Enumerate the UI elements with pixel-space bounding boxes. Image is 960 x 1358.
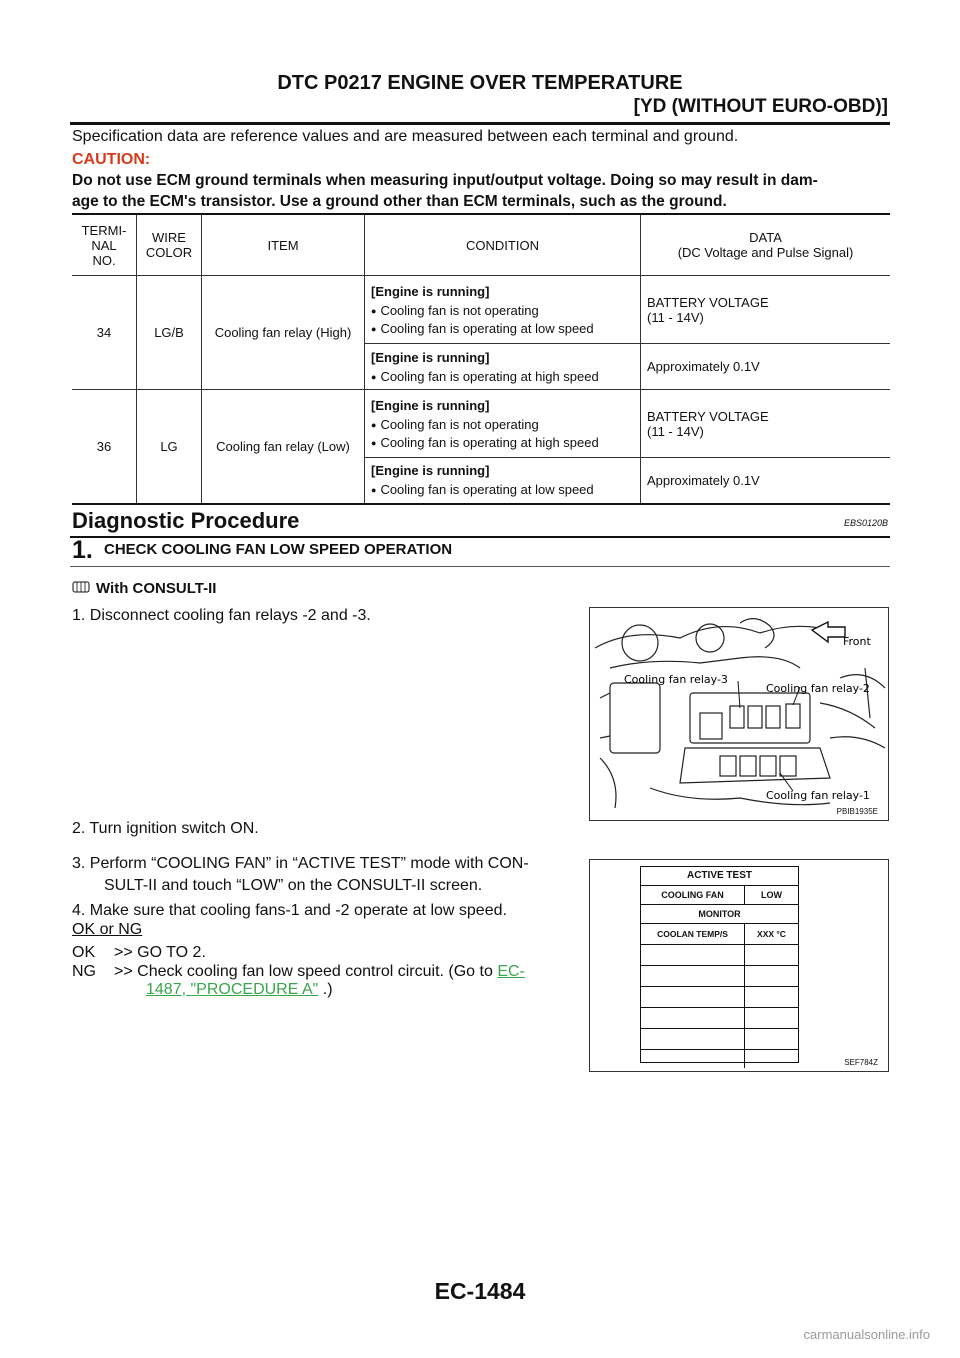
col-item: ITEM (202, 214, 365, 276)
figure-code: SEF784Z (844, 1058, 878, 1067)
item-cell: Cooling fan relay (Low) (202, 390, 365, 504)
ok-label: OK (72, 944, 96, 961)
step-number: 1. (72, 536, 93, 564)
low-button[interactable]: LOW (761, 890, 782, 900)
col-terminal: TERMI- NAL NO. (72, 214, 137, 276)
terminal-spec-table (72, 213, 890, 505)
consult-screen (640, 866, 799, 1063)
figure-code: PBIB1935E (836, 807, 878, 816)
step-title: CHECK COOLING FAN LOW SPEED OPERATION (104, 541, 453, 558)
coolant-temp-row (641, 924, 798, 945)
data-cell: BATTERY VOLTAGE (11 - 14V) (641, 276, 891, 344)
caution-text (72, 170, 892, 212)
page-title: DTC P0217 ENGINE OVER TEMPERATURE (277, 72, 683, 94)
col-condition: CONDITION (365, 214, 641, 276)
header-rule (70, 122, 890, 125)
procedure-a-link[interactable]: EC- (497, 963, 525, 980)
relay-1-label: Cooling fan relay-1 (766, 789, 870, 802)
empty-row (641, 1029, 798, 1050)
ok-result: >> GO TO 2. (114, 944, 206, 961)
monitor-label: MONITOR (641, 905, 798, 924)
watermark: carmanualsonline.info (803, 1327, 930, 1342)
relay-3-label: Cooling fan relay-3 (624, 673, 728, 686)
empty-row (641, 1008, 798, 1029)
table-row (72, 390, 890, 458)
empty-row (641, 945, 798, 966)
wire-cell: LG (137, 390, 202, 504)
table-row (72, 276, 890, 344)
ng-result: >> Check cooling fan low speed control circuit. (Go to EC- 1487, "PROCEDURE A" .) (114, 963, 525, 998)
coolant-temp-value: XXX °C (757, 929, 786, 939)
step-rule (70, 566, 890, 567)
consult-heading: With CONSULT-II (72, 580, 216, 597)
caution-line-2: age to the ECM's transistor. Use a ground other than ECM terminals, such as the ground. (72, 193, 727, 210)
caution-line-1: Do not use ECM ground terminals when measuring input/output voltage. Doing so may result in dam- (72, 172, 818, 189)
step-4: 4. Make sure that cooling fans-1 and -2 operate at low speed. (72, 902, 507, 919)
data-cell: Approximately 0.1V (641, 458, 891, 504)
data-cell: BATTERY VOLTAGE (11 - 14V) (641, 390, 891, 458)
step-2: 2. Turn ignition switch ON. (72, 820, 259, 837)
ng-label: NG (72, 963, 96, 980)
empty-row (641, 987, 798, 1008)
item-cell: Cooling fan relay (High) (202, 276, 365, 390)
spec-note: Specification data are reference values and are measured between each terminal and ground. (72, 128, 739, 145)
terminal-cell: 34 (72, 276, 137, 390)
front-label: Front (843, 635, 871, 648)
data-cell: Approximately 0.1V (641, 344, 891, 390)
coolant-temp-label: COOLAN TEMP/S (641, 924, 745, 944)
step-1: 1. Disconnect cooling fan relays -2 and -3. (72, 607, 371, 624)
relay-location-figure (589, 607, 889, 821)
table-header-row (72, 214, 890, 276)
cooling-fan-row (641, 886, 798, 905)
cooling-fan-label: COOLING FAN (641, 886, 745, 904)
step-3: 3. Perform “COOLING FAN” in “ACTIVE TEST” mode with CON- SULT-II and touch “LOW” on the CONSULT-II screen. (72, 855, 529, 894)
col-data: DATA (DC Voltage and Pulse Signal) (641, 214, 891, 276)
section-rule (70, 536, 890, 538)
consult-screen-figure (589, 859, 889, 1072)
condition-cell: [Engine is running] ● Cooling fan is operating at low speed (365, 458, 641, 504)
ok-or-ng-heading: OK or NG (72, 921, 143, 938)
wire-cell: LG/B (137, 276, 202, 390)
caution-heading: CAUTION: (72, 151, 151, 168)
condition-cell: [Engine is running] ● Cooling fan is not operating ● Cooling fan is operating at low speed (365, 276, 641, 344)
page-subtitle: [YD (WITHOUT EURO-OBD)] (633, 96, 888, 117)
empty-row (641, 1050, 798, 1068)
empty-row (641, 966, 798, 987)
condition-cell: [Engine is running] ● Cooling fan is not operating ● Cooling fan is operating at high speed (365, 390, 641, 458)
relay-2-label: Cooling fan relay-2 (766, 682, 870, 695)
section-title: Diagnostic Procedure (72, 508, 300, 533)
page-number: EC-1484 (434, 1278, 526, 1304)
active-test-title: ACTIVE TEST (641, 867, 798, 886)
condition-cell: [Engine is running] ● Cooling fan is operating at high speed (365, 344, 641, 390)
procedure-a-link-cont[interactable]: 1487, "PROCEDURE A" (146, 981, 319, 998)
terminal-cell: 36 (72, 390, 137, 504)
engine-bay-illustration (590, 608, 888, 820)
col-wire-color: WIRE COLOR (137, 214, 202, 276)
consult-tool-icon (72, 581, 90, 593)
section-code: EBS0120B (843, 518, 888, 528)
